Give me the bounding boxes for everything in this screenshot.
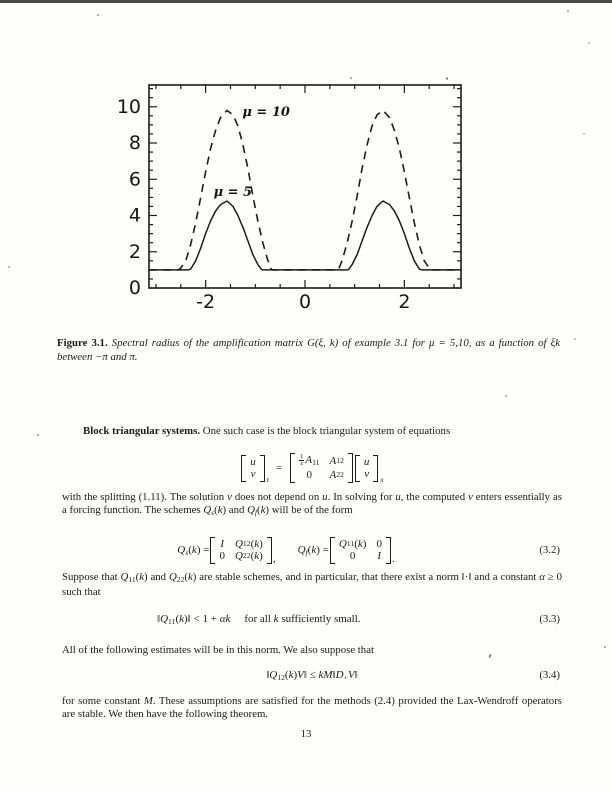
lhs-vector: u v t [240,455,269,482]
equation-3-3: ‖Q11(k)‖ < 1 + αk for all k sufficiently small. (3.3) [157,612,560,626]
coefficient-matrix: $\frac{1}{\varepsilon}$ A11 A 12 0 A 22 [290,453,353,483]
y-tick-label: 6 [128,168,141,191]
series--10 [149,110,461,270]
scan-speck [604,646,606,648]
equation-system [62,448,562,488]
paragraph-constant-m: for some constant M. These assumptions are satisfied for the methods (2.4) provided the Lax-Wendroff operators are stable. We then have the following theorem. [62,695,562,721]
scan-speck [37,434,39,436]
y-tick-label: 2 [128,240,141,263]
x-tick-label: 0 [298,291,312,313]
bracket-right [260,455,265,482]
equation-3-2: Qs(k) = I Q 12 ( k ) 0 Q 22 ( k ) , Qf(k) = Q 11 ( k ) 0 0 I . (3.2) [177,537,560,565]
paragraph-splitting: with the splitting (1.11). The solution v does not depend on u. In solving for u, the computed v enters essentially as a forcing function. The schemes Qs(k) and Qf(k) will be of the form [62,491,563,518]
equals-sign: = [275,462,283,474]
bracket-right [348,453,353,483]
equation-number-3-4: (3.4) [539,669,560,681]
y-tick-label: 0 [128,277,141,299]
spectral-radius-chart [0,0,612,332]
paragraph-block-triangular: Block triangular systems. One such case is the block triangular system of equations [83,425,451,437]
bracket-right [373,455,378,482]
paragraph-estimates-norm: All of the following estimates will be in this norm. We also suppose that [62,644,375,656]
equation-3-4: ‖Q12(k)V‖ ≤ kM‖D+V‖ (3.4) [266,668,560,682]
matrix-qf: Q 11 ( k ) 0 0 I [330,537,391,564]
plot-frame [149,85,461,288]
curve-label: μ = 5 [213,184,253,200]
y-tick-label: 4 [128,204,141,227]
paragraph-suppose-stable: Suppose that Q11(k) and Q22(k) are stable schemes, and in particular, that there exist a norm ‖·‖ and a constant α ≥ 0 such that [62,571,562,599]
y-tick-label: 8 [128,132,141,154]
scan-speck [574,338,576,340]
figure-caption: Figure 3.1. Spectral radius of the amplification matrix G(ξ, k) of example 3.1 for μ = 5,10, as a function of ξk between −π and π. [57,337,560,363]
y-tick-label: 10 [116,95,141,118]
series--5 [149,201,461,270]
rhs-vector: u v x [354,455,384,482]
bracket-right [386,537,391,564]
scan-speck [505,395,507,397]
curve-label: μ = 10 [242,104,290,120]
matrix-qs: I Q 12 ( k ) 0 Q 22 ( k ) [210,537,271,564]
one-over-epsilon: $\frac{1}{\varepsilon}$ [300,453,304,468]
equation-number-3-2: (3.2) [539,544,560,556]
x-tick-label: 2 [398,291,411,313]
page-number: 13 [300,728,312,740]
x-tick-label: -2 [196,291,216,313]
equation-number-3-3: (3.3) [539,613,560,625]
bracket-right [267,537,272,564]
